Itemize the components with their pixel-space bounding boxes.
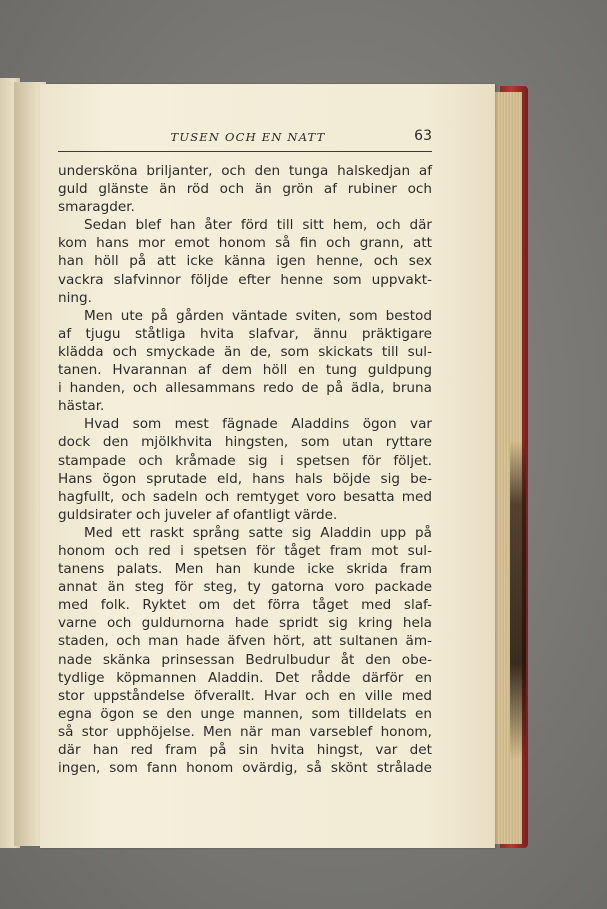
text-line: varne och guldurnorna hade spridt sig kring hela [58,615,432,632]
body-text [58,162,432,777]
text-line: tydlige köpmannen Aladdin. Det rådde därför en [58,669,432,686]
book-title: TUSEN OCH EN NATT [170,130,326,144]
text-line: hästar. [58,398,105,415]
text-line: han höll på att icke känna igen henne, och sex [58,253,432,270]
text-line: hagfullt, och sadeln och remtyget voro besatta med [58,488,432,505]
text-line: med folk. Ryktet om det förra tåget med slaf- [58,597,432,614]
text-line: där han red fram på sin hvita hingst, var det [58,742,432,758]
text-line: så stor upphöjelse. Men när man varseblef honom, [58,723,432,740]
page-number: 63 [414,128,432,144]
text-line: Med ett raskt språng satte sig Aladdin upp på [84,524,432,541]
text-line: stor uppståndelse öfverallt. Hvar och en ville med [58,687,432,704]
text-line: smaragder. [58,199,135,216]
text-line: kom hans mor emot honom så fin och grann, att [58,235,432,252]
text-line: egna ögon se den unge mannen, som tilldelats en [58,705,432,722]
text-line: ingen, som fann honom ovärdig, så skönt strålade [58,760,432,777]
text-line: vackra slafvinnor följde efter henne som uppvakt- [58,271,432,288]
text-line: guld glänste än röd och än grön af rubiner och [58,181,432,198]
text-line: Hvad som mest fägnade Aladdins ögon var [84,416,432,433]
text-line: honom och red i spetsen för tåget fram mot sul- [58,542,432,559]
text-line: ning. [58,289,92,306]
text-line: Men ute på gården väntade sviten, som bestod [84,307,432,324]
cover-wear-mark [510,440,526,760]
text-line: dock den mjölkhvita hingsten, som utan ryttare [58,434,432,451]
text-line: Sedan blef han åter förd till sitt hem, och där [84,217,432,234]
text-line: annat än steg för steg, ty gatorna voro packade [58,579,432,596]
text-line: af tjugu ståtliga hvita slafvar, ännu präktigare [58,325,432,342]
text-line: guldsirater och juveler af ofantligt värde. [58,506,338,523]
header-rule [58,151,432,152]
text-line: nade skänka prinsessan Bedrulbudur åt den obe- [58,651,432,668]
text-line: tanen. Hvarannan af dem höll en tung guldpung [58,362,432,379]
text-line: tanens palats. Men han kunde icke skrida fram [58,561,432,578]
text-line: klädda och smyckade än de, som skickats till sul- [58,343,432,360]
text-line: underskönа briljanter, och den tunga halskedjan af [58,163,432,179]
text-line: staden, och man hade äfven hört, att sultanen äm- [58,633,432,650]
text-line: stampade och kråmade sig i spetsen för följet. [58,452,432,469]
running-head [58,128,432,148]
text-line: i handen, och allesammans redo de på ädla, bruna [58,380,432,397]
text-line: Hans ögon sprutade eld, hans hals böjde sig be- [58,470,432,487]
